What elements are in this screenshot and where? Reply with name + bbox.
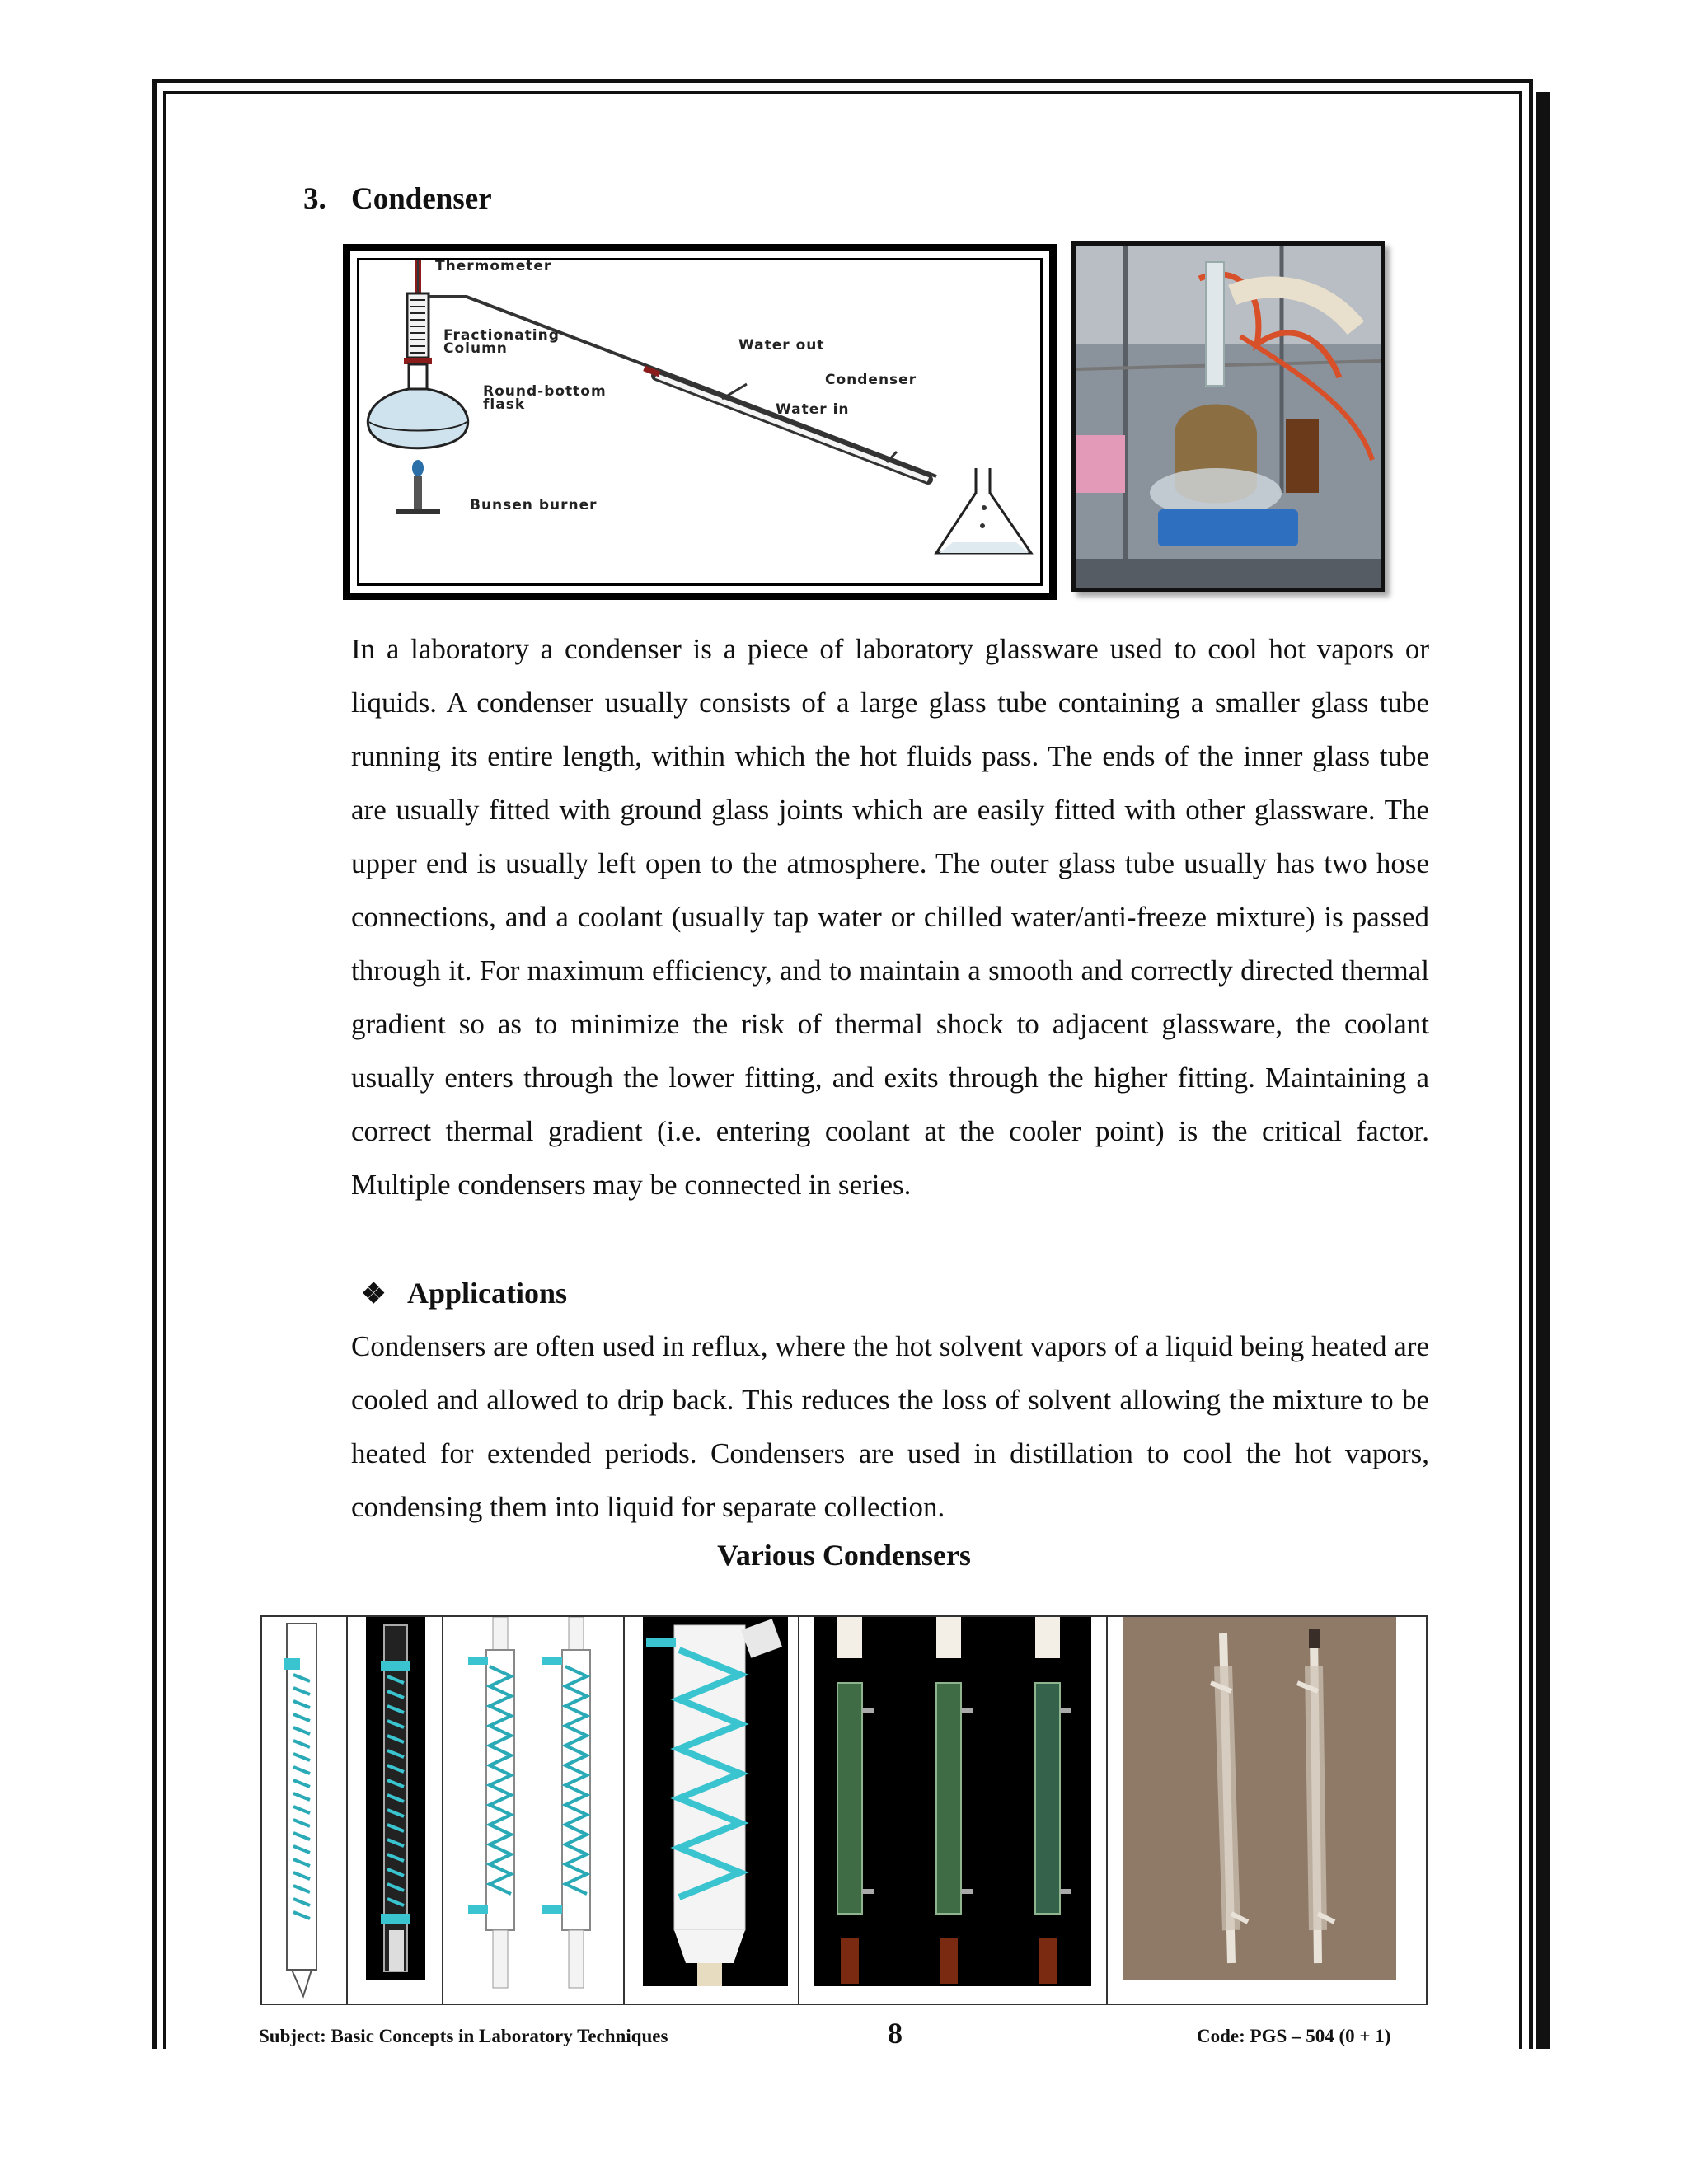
section-title: Condenser [351,182,492,216]
condenser-cell-4 [625,1617,799,2004]
various-condensers-title: Various Condensers [717,1539,971,1572]
footer-subject: Subject: Basic Concepts in Laboratory Techniques [259,2026,668,2046]
bunsen-burner-shape [414,476,422,511]
label-flask: flask [483,396,526,413]
condenser-description: In a laboratory a condenser is a piece of laboratory glassware used to cool hot vapors or liquids. A condenser usually consists of a large glass tube containing a smaller glass tube running its entire length, within which the hot fluids pass. The ends of the inner glass tube are usually fitted with ground glass joints which are easily fitted with other glassware. The upper end is usually left open to the atmosphere. The outer glass tube usually has two hose connections, and a coolant (usually tap water or chilled water/anti-freeze mixture) is passed through it. For maximum efficiency, and to maintain a smooth and correctly directed thermal gradient so as to minimize the risk of thermal shock to adjacent glassware, the coolant usually enters through the lower fitting, and exits through the higher fitting. Maintaining a correct thermal gradient (i.e. entering coolant at the cooler point) is the critical factor. Multiple condensers may be connected in series. [351,633,1429,1201]
label-bunsen-burner: Bunsen burner [470,497,598,513]
label-thermometer: Thermometer [435,260,552,274]
page-border-shadow [1536,92,1550,2049]
condenser-cell-1 [262,1617,348,2004]
round-bottom-flask-shape [368,389,467,448]
distillation-diagram-svg [359,260,1043,587]
distillation-diagram [343,244,1057,600]
applications-title: Applications [407,1277,568,1310]
coil-condenser-a [468,1617,514,1988]
label-column: Column [443,340,508,357]
condenser-cell-3 [443,1617,625,2004]
diamond-bullet-icon: ❖ [361,1279,387,1310]
section-number: 3. [303,182,326,216]
page-number: 8 [888,2017,903,2050]
label-round-bottom: Round-bottom [483,383,607,400]
applications-text: Condensers are often used in reflux, where the hot solvent vapors of a liquid being heated are cooled and allowed to drip back. This reduces the loss of solvent allowing the mixture to be heated for extended periods. Condensers are used in distillation to cool the hot vapors, condensing them into liquid for separate collection. [351,1330,1429,1523]
label-water-out: Water out [738,337,825,354]
lab-photo-svg [1076,246,1381,588]
label-fractionating: Fractionating [443,327,560,344]
label-condenser: Condenser [825,372,917,388]
section-heading [303,181,492,217]
condenser-cell-6 [1108,1617,1426,2004]
condenser-cell-2 [348,1617,443,2004]
condensers-table [260,1615,1428,2005]
condenser-cell-5 [799,1617,1108,2004]
coil-condenser-b [542,1617,590,1988]
label-water-in: Water in [776,401,850,418]
lab-photo [1071,241,1385,592]
applications-heading [361,1267,567,1321]
footer-code: Code: PGS – 504 (0 + 1) [1197,2026,1391,2046]
receiving-flask-shape [936,468,1031,553]
